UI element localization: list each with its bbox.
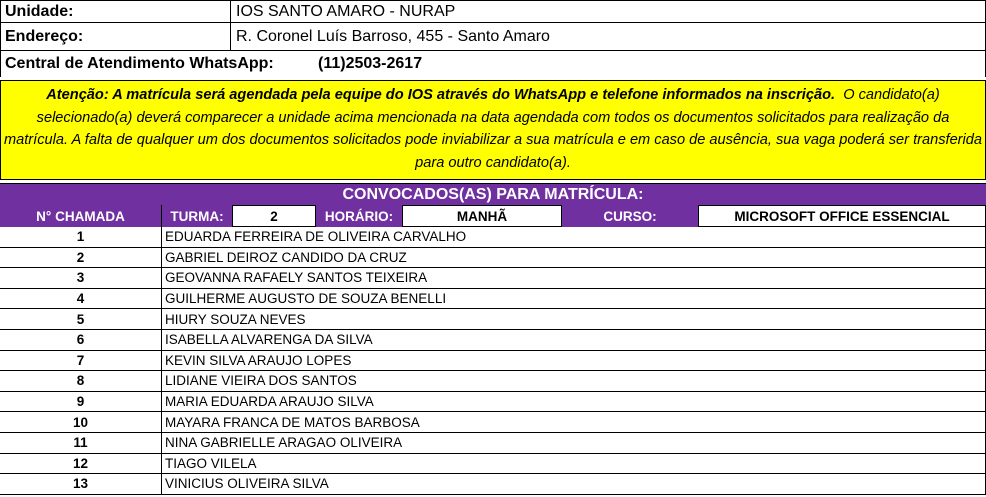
candidate-name: GEOVANNA RAFAELY SANTOS TEIXEIRA xyxy=(162,268,986,288)
table-row xyxy=(0,454,986,475)
class-info-header xyxy=(0,205,986,227)
table-row xyxy=(0,392,986,413)
call-number: 7 xyxy=(0,351,162,371)
table-row xyxy=(0,309,986,330)
call-number: 11 xyxy=(0,433,162,453)
table-row xyxy=(0,474,986,495)
candidate-name: TIAGO VILELA xyxy=(162,454,986,474)
whatsapp-row xyxy=(0,51,986,77)
call-number: 12 xyxy=(0,454,162,474)
call-number: 10 xyxy=(0,412,162,432)
table-row xyxy=(0,371,986,392)
call-number: 2 xyxy=(0,248,162,268)
candidate-name: HIURY SOUZA NEVES xyxy=(162,309,986,329)
call-number: 8 xyxy=(0,371,162,391)
candidate-list xyxy=(0,227,986,495)
whatsapp-number: (11)2503-2617 xyxy=(318,51,986,77)
whatsapp-label: Central de Atendimento WhatsApp: xyxy=(0,51,318,77)
call-number: 5 xyxy=(0,309,162,329)
horario-value: MANHÃ xyxy=(402,205,562,227)
table-row xyxy=(0,227,986,248)
call-number: 9 xyxy=(0,392,162,412)
candidate-name: GABRIEL DEIROZ CANDIDO DA CRUZ xyxy=(162,248,986,268)
call-number: 3 xyxy=(0,268,162,288)
turma-label: TURMA: xyxy=(162,205,232,227)
address-row xyxy=(0,23,986,51)
candidate-name: ISABELLA ALVARENGA DA SILVA xyxy=(162,330,986,350)
table-row xyxy=(0,433,986,454)
table-row xyxy=(0,412,986,433)
horario-label: HORÁRIO: xyxy=(316,205,402,227)
call-number: 4 xyxy=(0,289,162,309)
unit-label: Unidade: xyxy=(0,0,230,23)
address-value: R. Coronel Luís Barroso, 455 - Santo Amaro xyxy=(230,23,986,51)
table-row xyxy=(0,289,986,310)
call-number: 13 xyxy=(0,474,162,494)
table-row xyxy=(0,351,986,372)
curso-label: CURSO: xyxy=(562,205,698,227)
attention-notice-bold: Atenção: A matrícula será agendada pela equipe do IOS através do WhatsApp e telefone informados na inscrição. xyxy=(46,87,836,103)
candidate-name: GUILHERME AUGUSTO DE SOUZA BENELLI xyxy=(162,289,986,309)
curso-value: MICROSOFT OFFICE ESSENCIAL xyxy=(698,205,986,227)
candidate-name: NINA GABRIELLE ARAGAO OLIVEIRA xyxy=(162,433,986,453)
candidate-name: MAYARA FRANCA DE MATOS BARBOSA xyxy=(162,412,986,432)
candidate-name: MARIA EDUARDA ARAUJO SILVA xyxy=(162,392,986,412)
unit-value: IOS SANTO AMARO - NURAP xyxy=(230,0,986,23)
attention-notice-text: O candidato(a) selecionado(a) deverá comparecer a unidade acima mencionada na data agendada com todos os documentos solicitados para realização da matrícula. A falta de qualquer um dos documentos solicitados pode inviabilizar a sua matrícula e em caso de ausência, sua vaga poderá ser transferida para outro candidato(a). xyxy=(3,87,983,171)
call-number: 6 xyxy=(0,330,162,350)
candidate-name: VINICIUS OLIVEIRA SILVA xyxy=(162,474,986,494)
unit-row xyxy=(0,0,986,23)
table-row xyxy=(0,330,986,351)
col-header-number: N° CHAMADA xyxy=(0,205,162,227)
table-row xyxy=(0,268,986,289)
table-row xyxy=(0,248,986,269)
turma-value: 2 xyxy=(232,205,316,227)
address-label: Endereço: xyxy=(0,23,230,51)
candidate-name: EDUARDA FERREIRA DE OLIVEIRA CARVALHO xyxy=(162,227,986,247)
candidate-name: LIDIANE VIEIRA DOS SANTOS xyxy=(162,371,986,391)
call-number: 1 xyxy=(0,227,162,247)
candidate-name: KEVIN SILVA ARAUJO LOPES xyxy=(162,351,986,371)
convocados-title: CONVOCADOS(AS) PARA MATRÍCULA: xyxy=(0,183,986,205)
attention-notice xyxy=(0,80,986,180)
